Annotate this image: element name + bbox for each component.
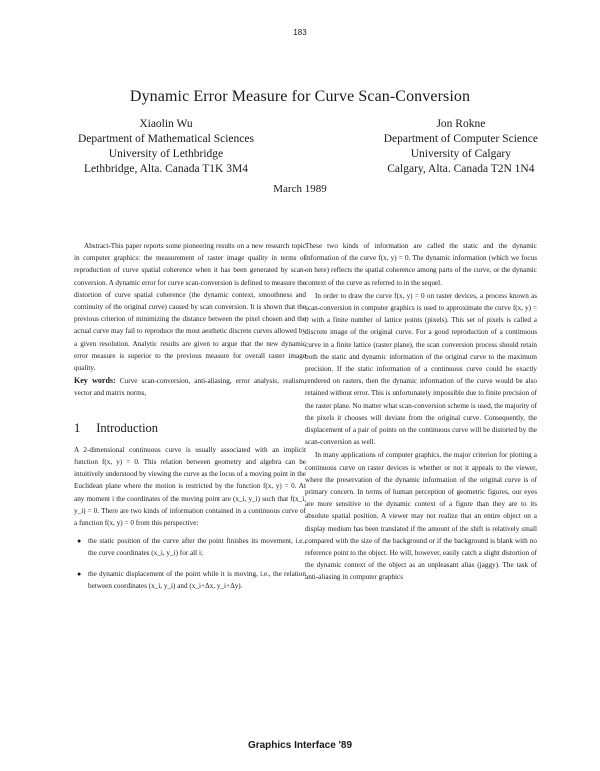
bullet-icon: ● (77, 569, 82, 578)
section-title: Introduction (96, 420, 159, 435)
page-number: 183 (293, 28, 307, 37)
author-address: Calgary, Alta. Canada T2N 1N4 (387, 163, 535, 175)
paper-date: March 1989 (273, 183, 327, 195)
keywords-label: Key words: (74, 376, 116, 386)
author-1 (78, 117, 254, 177)
section-heading (74, 422, 306, 434)
abstract-text: -This paper reports some pioneering results on a new research topic in computer graphics: the measurement of raster image quality in terms of reproduction of curve spatial coherence when it has been generated by scan-conversion. A dynamic error for curve scan-conversion is defined to measure the distortion of curve spatial coherence (the dynamic context, smoothness and continuity of the original curve) caused by scan conversion. It is shown that the previous criterion of minimizing the distance between the pixel chosen and the actual curve may fail to reproduce the most aesthetic discrete curves allowed by a given resolution. Analytic results are given to argue that the new dynamic error measure is superior to the previous measure for overall raster image quality. (74, 242, 306, 373)
footer-venue: Graphics Interface '89 (247, 740, 353, 751)
bullet-text: the static position of the curve after the point finishes its movement, i.e., the curve coordinates (x_i, y_i) for all i; (88, 537, 306, 558)
right-column (305, 240, 537, 584)
body-paragraph: These two kinds of information are called the static and the dynamic information of the curve f(x, y) = 0. The dynamic information (which we focus on here) reflects the spatial coherence among parts of the curve, or the dynamic context of the curve as referred to in the sequel. (305, 242, 537, 287)
abstract (74, 240, 306, 374)
paper-title: Dynamic Error Measure for Curve Scan-Conversion (129, 88, 471, 105)
author-address: Lethbridge, Alta. Canada T1K 3M4 (84, 163, 248, 175)
author-name: Xiaolin Wu (139, 118, 193, 130)
list-item (74, 568, 306, 592)
left-column (74, 240, 306, 600)
keywords (74, 375, 306, 399)
author-name: Jon Rokne (436, 118, 486, 130)
list-item (74, 535, 306, 559)
section-number: 1 (74, 420, 81, 435)
intro-paragraph: A 2-dimensional continuous curve is usually associated with an implicit function f(x, y) = 0. This relation between geometry and algebra can be intuitively understood by viewing the curve as the locus of a moving point in the Euclidean plane where the motion is restricted by the function f(x, y) = 0. At any moment i the coordinates of the moving point are (x_i, y_i) such that f(x_i, y_i) = 0. There are two kinds of information contained in a continuous curve of a function f(x, y) = 0 from this perspective: (74, 445, 306, 528)
author-university: University of Calgary (410, 148, 512, 160)
author-block (78, 117, 538, 177)
body-paragraph: In many applications of computer graphics, the major criterion for plotting a continuous curve on raster devices is whether or not it appeals to the viewer, where the preservation of the dynamic information of the original curve is of primary concern. In terms of human perception of geometric figures, our eyes are more sensitive to the dynamic context of a figure than they are to its absolute spatial position. A viewer may not realize that an entire object on a display medium has been translated if the amount of the shift is relatively small compared with the size of the background or if the background is blank with no reference point to the object. He will, however, easily catch a slight distortion of the dynamic context of the object as an unpleasant alias (jaggy). The task of anti-aliasing in computer graphics (305, 451, 537, 582)
bullet-list (74, 535, 306, 592)
abstract-label: Abstract (84, 242, 109, 250)
bullet-icon: ● (77, 537, 82, 546)
bullet-text: the dynamic displacement of the point while it is moving, i.e., the relation between coordinates (x_i, y_i) and (x_i+Δx, y_i+Δy). (88, 569, 306, 590)
author-university: University of Lethbridge (108, 148, 224, 160)
keywords-text: Curve scan-conversion, anti-aliasing, error analysis, realism, vector and matrix norms, (74, 377, 306, 398)
body-paragraph: In order to draw the curve f(x, y) = 0 on raster devices, a process known as scan-conversion in computer graphics is used to approximate the curve f(x, y) = 0 with a finite number of lattice points (pixels). This set of pixels is called a discrete image of the original curve. For a good reproduction of a continuous curve in a finite lattice (raster plane), the scan conversion process should retain both the static and dynamic information of the original curve to the maximum precision. If the static information of a continuous curve could be exactly rendered on rasters, then the dynamic information of the curve would be also retained without error. This is unfortunately impossible due to finite precision of the raster plane. No matter what scan-conversion scheme is used, the majority of the pixels it chooses will deviate from the original curve. Consequently, the displacement of a pair of points on the continuous curve will be distorted by the scan-conversion as well. (305, 291, 537, 447)
author-department: Department of Computer Science (383, 133, 538, 145)
author-2 (384, 117, 538, 177)
author-department: Department of Mathematical Sciences (78, 133, 254, 145)
